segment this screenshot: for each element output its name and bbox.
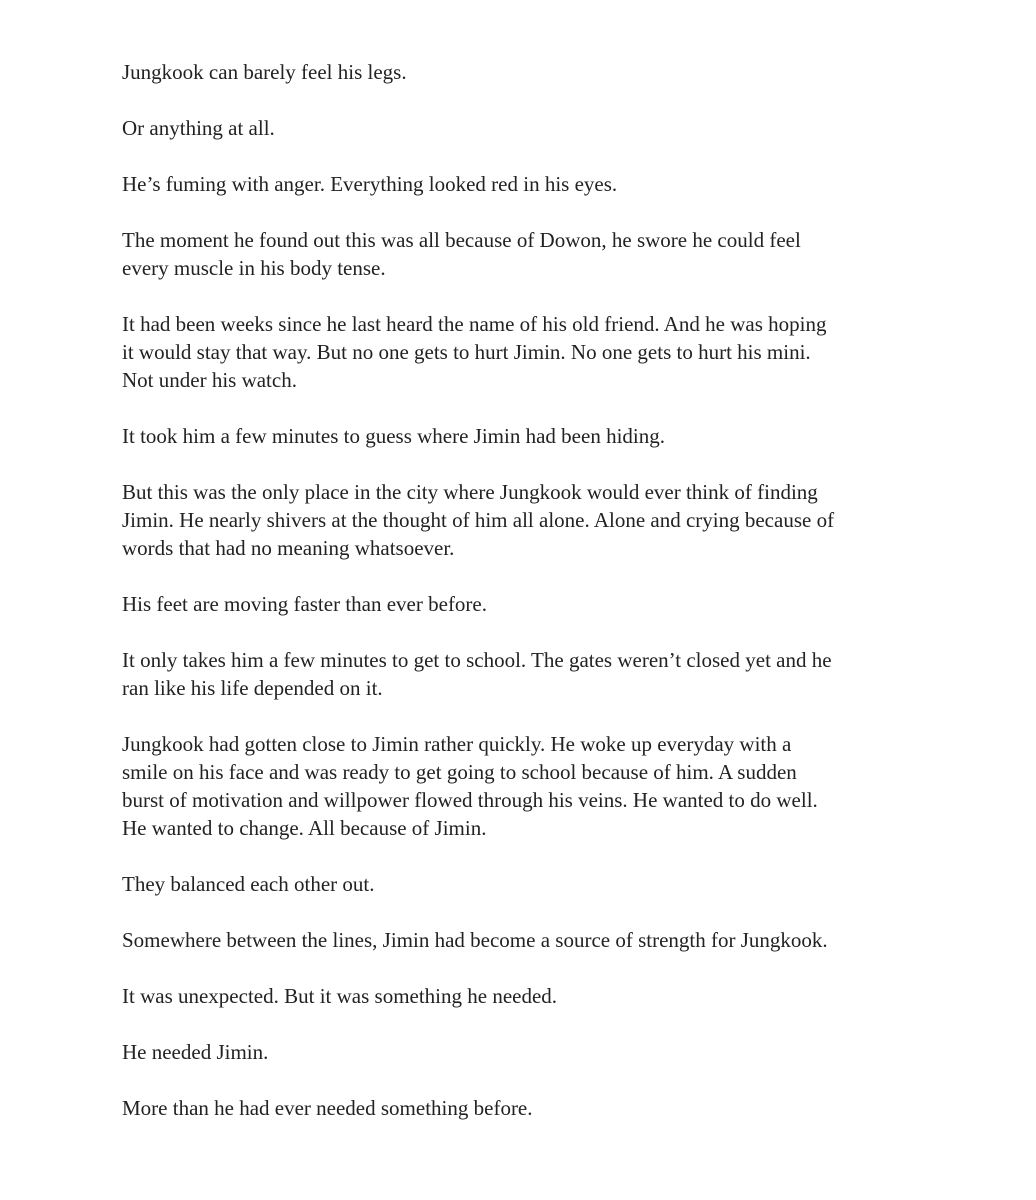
paragraph: Somewhere between the lines, Jimin had become a source of strength for Jungkook. bbox=[122, 928, 828, 952]
paragraph: Jungkook can barely feel his legs. bbox=[122, 60, 407, 84]
document-body bbox=[122, 58, 922, 1150]
paragraph: Jungkook had gotten close to Jimin rather quickly. He woke up everyday with a smile on his face and was ready to get going to school because of him. A sudden burst of motivation and willpower flowed through his veins. He wanted to do well. He wanted to change. All because of Jimin. bbox=[122, 732, 818, 840]
paragraph: It was unexpected. But it was something he needed. bbox=[122, 984, 558, 1008]
paragraph: More than he had ever needed something before. bbox=[122, 1096, 533, 1120]
paragraph: They balanced each other out. bbox=[122, 872, 375, 896]
paragraph: He needed Jimin. bbox=[122, 1040, 269, 1064]
paragraph: He’s fuming with anger. Everything looked red in his eyes. bbox=[122, 172, 618, 196]
paragraph: The moment he found out this was all because of Dowon, he swore he could feel every muscle in his body tense. bbox=[122, 228, 801, 280]
paragraph: Or anything at all. bbox=[122, 116, 275, 140]
paragraph: It took him a few minutes to guess where Jimin had been hiding. bbox=[122, 424, 665, 448]
paragraph: But this was the only place in the city where Jungkook would ever think of finding Jimin. He nearly shivers at the thought of him all alone. Alone and crying because of words that had no meaning whatsoever. bbox=[122, 480, 835, 560]
paragraph: It had been weeks since he last heard the name of his old friend. And he was hoping it would stay that way. But no one gets to hurt Jimin. No one gets to hurt his mini. Not under his watch. bbox=[122, 312, 827, 392]
paragraph: It only takes him a few minutes to get to school. The gates weren’t closed yet and he ran like his life depended on it. bbox=[122, 648, 832, 700]
paragraph: His feet are moving faster than ever before. bbox=[122, 592, 487, 616]
